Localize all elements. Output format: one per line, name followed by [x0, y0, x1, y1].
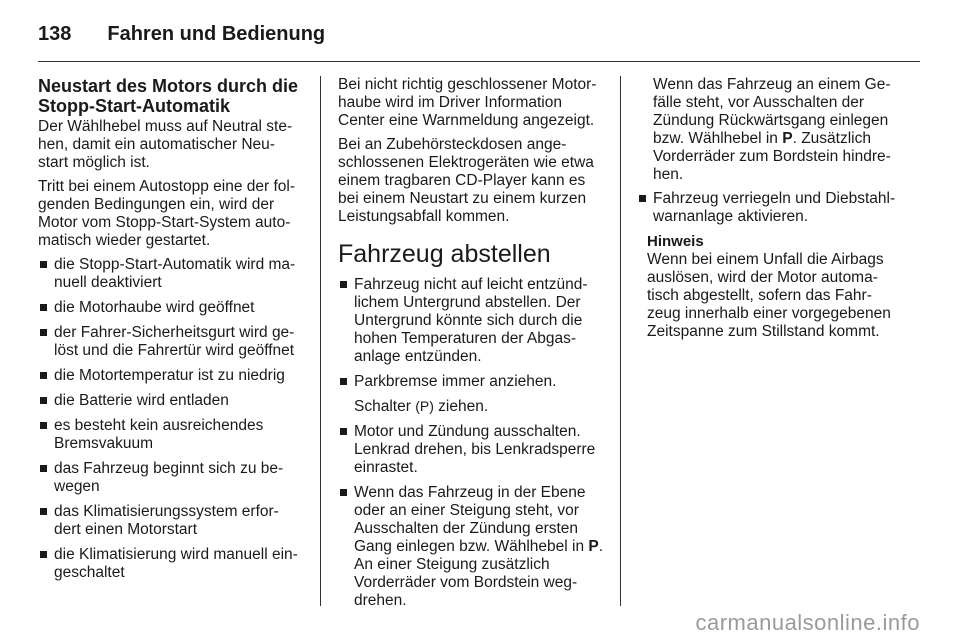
note-text: Wenn bei einem Unfall die Airbags auslösen, wird der Motor automa- tisch abgestellt, sofern das Fahr- zeug innerhalb einer vorgegebenen Zeitspanne zum Stillstand kommt. — [647, 251, 891, 340]
running-title: Fahren und Bedienung — [107, 22, 326, 45]
list-item — [338, 484, 604, 610]
note-title: Hinweis — [647, 233, 704, 250]
paragraph: Bei an Zubehörsteckdosen ange- schlossenen Elektrogeräten wie etwa einem tragbaren CD-Player kann es bei einem Neustart zu einem kurzen Leistungsabfall kommen. — [338, 136, 594, 225]
column-divider-1 — [320, 76, 321, 606]
list-item: Fahrzeug nicht auf leicht entzünd- lichem Untergrund abstellen. Der Untergrund könnte sich durch die hohen Temperaturen der Abgas- anlage entzünden. — [338, 276, 604, 366]
column-2 — [338, 76, 604, 617]
column-3 — [637, 76, 907, 341]
list-item-subline — [354, 397, 604, 416]
parking-steps-list — [338, 276, 604, 610]
continuation-paragraph — [637, 76, 907, 184]
list-item: die Klimatisierung wird manuell ein- geschaltet — [38, 546, 304, 582]
watermark-text: carmanualsonline.info — [695, 610, 920, 635]
list-item: das Klimatisierungssystem erfor- dert einen Motorstart — [38, 503, 304, 539]
page-number: 138 — [38, 22, 72, 45]
paragraph-text: Wenn das Fahrzeug an einem Ge- fälle steht, vor Ausschalten der Zündung Rückwärtsgang einlegen bzw. Wählhebel in — [653, 76, 891, 147]
gear-position: P — [782, 130, 793, 147]
list-item: es besteht kein ausreichendes Bremsvakuum — [38, 417, 304, 453]
list-item: das Fahrzeug beginnt sich zu be- wegen — [38, 460, 304, 496]
page-header — [38, 14, 918, 54]
list-item: die Stopp-Start-Automatik wird ma- nuell deaktiviert — [38, 256, 304, 292]
paragraph: Tritt bei einem Autostopp eine der fol- genden Bedingungen ein, wird der Motor vom Stopp-Start-System auto- matisch wieder gestartet. — [38, 178, 296, 249]
paragraph-text: . Zusätzlich Vorderräder zum Bordstein hindre- hen. — [653, 130, 891, 183]
column-1 — [38, 76, 304, 589]
list-item-text: Wenn das Fahrzeug in der Ebene oder an einer Steigung steht, vor Ausschalten der Zündung ersten Gang einlegen bzw. Wählhebel in — [354, 484, 586, 555]
gear-position: P — [588, 538, 599, 555]
paragraph: Bei nicht richtig geschlossener Motor- haube wird im Driver Information Center eine Warnmeldung angezeigt. — [338, 76, 597, 129]
list-item — [338, 373, 604, 416]
subsection-heading: Neustart des Motors durch die Stopp-Start-Automatik — [38, 76, 299, 116]
condition-list — [38, 256, 304, 582]
list-item: die Motorhaube wird geöffnet — [38, 299, 304, 317]
list-item: Motor und Zündung ausschalten. Lenkrad drehen, bis Lenkradsperre einrastet. — [338, 423, 604, 477]
section-heading: Fahrzeug abstellen — [338, 240, 551, 268]
header-rule — [38, 61, 920, 62]
list-item: der Fahrer-Sicherheitsgurt wird ge- löst und die Fahrertür wird geöffnet — [38, 324, 304, 360]
parking-steps-list-continued — [637, 190, 907, 226]
list-item: die Motortemperatur ist zu niedrig — [38, 367, 304, 385]
list-item-text: . An einer Steigung zusätzlich Vorderräder vom Bordstein weg- drehen. — [354, 538, 604, 609]
column-divider-2 — [620, 76, 621, 606]
paragraph: Der Wählhebel muss auf Neutral ste- hen, damit ein automatischer Neu- start möglich ist. — [38, 118, 293, 171]
parking-brake-icon: (P) — [415, 398, 434, 414]
subline-text: ziehen. — [438, 398, 489, 415]
list-item-text: Parkbremse immer anziehen. — [354, 373, 557, 390]
note-block — [637, 233, 907, 341]
subline-text: Schalter — [354, 398, 411, 415]
list-item: Fahrzeug verriegeln und Diebstahl- warnanlage aktivieren. — [637, 190, 907, 226]
list-item: die Batterie wird entladen — [38, 392, 304, 410]
